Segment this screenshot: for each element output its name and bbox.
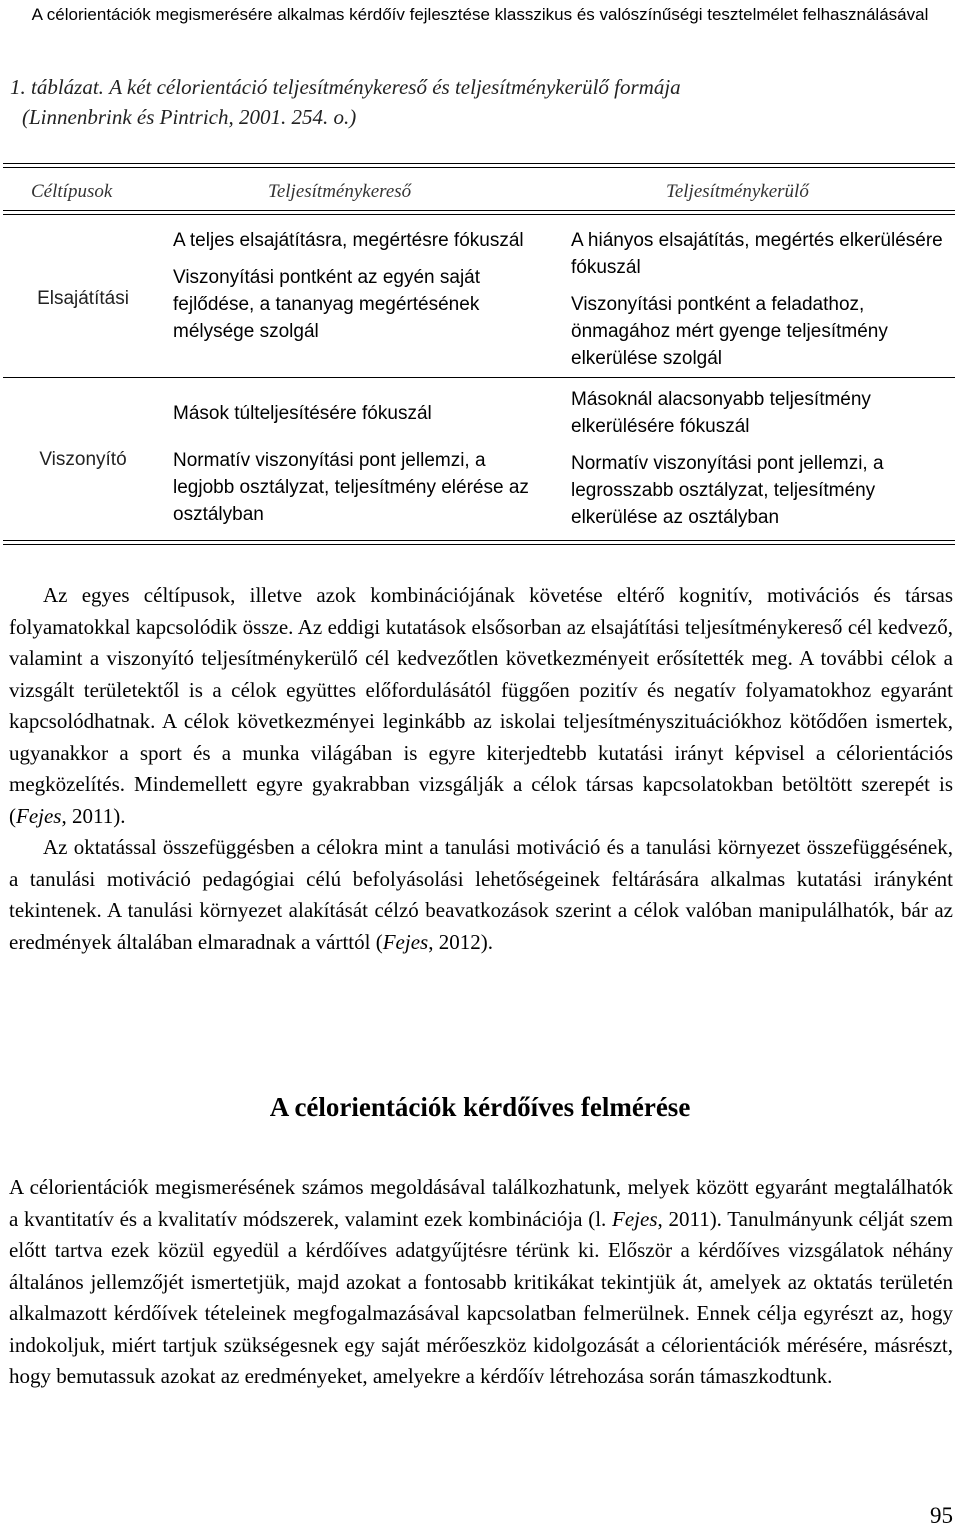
page-number: 95 — [930, 1503, 953, 1528]
citation-year: , 2012). — [428, 929, 493, 954]
paragraph-text: Az oktatással összefüggésben a célokra mint a tanulási motiváció és a tanulási környezet összefüggésének, a tanulási motiváció pedagógiai célú befolyásolási lehetőségeinek feltárására alkalmas kutatási irányként tekintenek. A tanulási környezet alakítását célzó beavatkozások szerint a célok valóban manipulálhatók, bár az eredmények általában elmaradnak a várttól ( — [9, 835, 953, 954]
cell-text: Normatív viszonyítási pont jellemzi, a legrosszabb osztályzat, teljesítmény elkerülése az osztályban — [571, 453, 884, 528]
cell-text: Másoknál alacsonyabb teljesítmény elkerülésére fókuszál — [571, 389, 871, 437]
cell-mastery-avoidance — [571, 227, 955, 372]
cell-text: Viszonyítási pontként az egyén saját fejlődése, a tananyag megértésének mélysége szolgál — [173, 267, 481, 342]
cell-text: Normatív viszonyítási pont jellemzi, a legjobb osztályzat, teljesítmény elérése az osztályban — [173, 450, 529, 525]
cell-mastery-approach — [173, 227, 543, 345]
section-heading: A célorientációk kérdőíves felmérése — [269, 1092, 691, 1122]
paragraph-text: , 2011). Tanulmányunk célját szem előtt tartva ezek közül egyedül a kérdőíves adatgyűjtésre térünk ki. Először a kérdőíves vizsgálatok néhány általános jellemzőjét ismertetjük, majd azokat a fontosabb kritikákat tekintjük át, amelyek az oktatás területén alkalmazott kérdőívek tételeinek megfogalmazásával kapcsolatban felmerülnek. Ennek célja egyrészt az, hogy indokoljuk, miért tartjuk szükségesnek egy saját mérőeszköz kidolgozását a célorientációk mérésére, másrészt, hogy bemutassuk azokat az eredményeket, amelyekre a kérdőív létrehozása során támaszkodtunk. — [9, 1206, 954, 1388]
paragraph-text: A célorientációk megismerésének számos megoldásával találkozhatunk, melyek között egyaránt megtalálhatók a kvantitatív és a kvalitatív módszerek, valamint ezek kombinációja (l. — [9, 1175, 953, 1231]
section-body — [9, 1172, 953, 1393]
paragraph-text: Az egyes céltípusok, illetve azok kombinációjának követése eltérő kognitív, motivációs és társas folyamatokkal kapcsolódik össze. Az eddigi kutatások elsősorban az elsajátítási teljesítménykereső cél kedvező, valamint a viszonyító teljesítménykerülő cél kedvezőtlen következményeit erősítették meg. A további célok a vizsgált területektől is a célok együttes előfordulásától függően pozitív és negatív folyamatokhoz egyaránt kapcsolódhatnak. A célok következményei leginkább az iskolai teljesítményszituációkhoz kötődően ismertek, ugyanakkor a sport és a munka világában is egyre kiterjedtebb kutatási irányt képvisel a célorientációs megközelítés. Mindemellett egyre gyakrabban vizsgálják a célok társas kapcsolatokban betöltött szerepét is ( — [9, 583, 953, 828]
caption-title: A két célorientáció teljesítménykereső és teljesítménykerülő formája — [109, 75, 681, 99]
paragraph — [9, 832, 953, 958]
citation-author: Fejes — [382, 929, 429, 954]
header-goal-types: Céltípusok — [31, 181, 113, 202]
cell-performance-approach — [173, 400, 543, 528]
goal-orientation-table — [3, 163, 955, 545]
running-header: A célorientációk megismerésére alkalmas kérdőív fejlesztése klasszikus és valószínűségi tesztelmélet felhasználásával — [31, 5, 929, 24]
cell-text: A hiányos elsajátítás, megértés elkerülésére fókuszál — [571, 230, 943, 278]
table-caption — [10, 72, 940, 132]
cell-text: Mások túlteljesítésére fókuszál — [173, 403, 432, 424]
caption-label: 1. táblázat. — [10, 75, 104, 99]
cell-text: A teljes elsajátításra, megértésre fókuszál — [173, 230, 524, 251]
header-avoidance: Teljesítménykerülő — [666, 181, 809, 202]
citation-author: Fejes — [612, 1206, 658, 1231]
cell-performance-avoidance — [571, 386, 955, 531]
body-paragraphs — [9, 580, 953, 958]
row-label-mastery: Elsajátítási — [37, 288, 129, 309]
table-row-performance — [3, 378, 955, 540]
paragraph — [9, 1172, 953, 1393]
cell-text: Viszonyítási pontként a feladathoz, önmagához mért gyenge teljesítmény elkerülése szolgál — [571, 294, 888, 369]
citation-year: , 2011). — [61, 803, 126, 828]
citation-author: Fejes — [16, 803, 62, 828]
caption-source: (Linnenbrink és Pintrich, 2001. 254. o.) — [22, 105, 357, 129]
table-row-mastery — [3, 215, 955, 377]
header-approach: Teljesítménykereső — [268, 181, 412, 202]
table-header-row — [3, 168, 955, 210]
paragraph — [9, 580, 953, 832]
row-label-performance: Viszonyító — [39, 449, 127, 470]
table-bottom-rule — [3, 540, 955, 545]
